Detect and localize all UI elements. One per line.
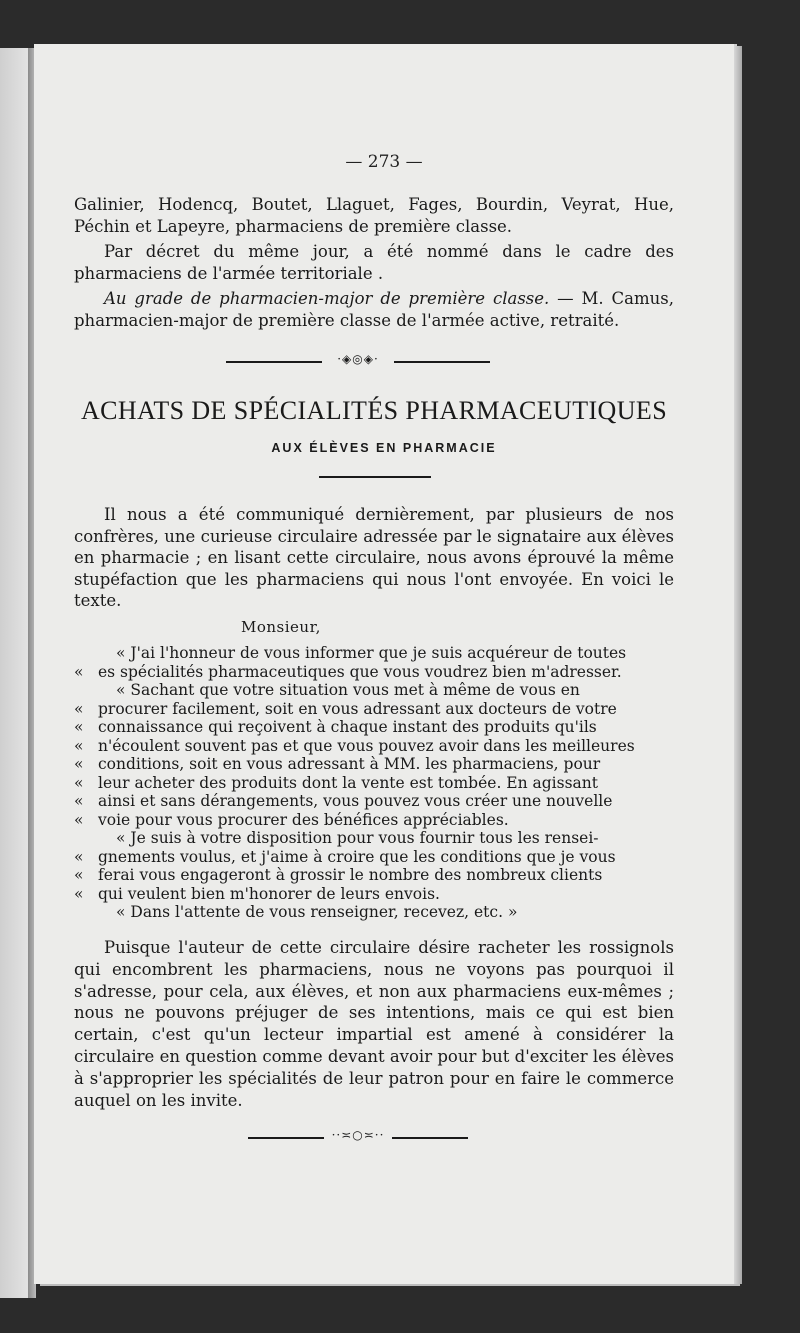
article-title: ACHATS DE SPÉCIALITÉS PHARMACEUTIQUES	[80, 396, 668, 425]
letter-line-text: conditions, soit en vous adressant à MM. les pharmaciens, pour	[98, 755, 601, 773]
letter-line	[74, 700, 674, 719]
letter-line	[74, 774, 674, 793]
article-conclusion	[74, 937, 674, 1111]
quote-mark: «	[74, 810, 84, 829]
quote-mark: «	[74, 866, 84, 884]
letter-line	[74, 903, 674, 922]
page-edge-right	[734, 46, 742, 1284]
quote-mark: «	[74, 792, 84, 810]
quote-mark: «	[74, 884, 84, 903]
quote-mark: «	[74, 755, 84, 773]
quote-mark: «	[74, 736, 84, 755]
letter-line-text: connaissance qui reçoivent à chaque instant des produits qu'ils	[98, 718, 597, 736]
quote-mark: «	[74, 718, 84, 736]
promotion-detail: — M. Camus, pharmacien-major de première classe de l'armée active, retraité.	[74, 289, 674, 330]
end-line-right	[392, 1137, 468, 1139]
article-subtitle: AUX ÉLÈVES EN PHARMACIE	[271, 441, 497, 455]
letter-line	[74, 792, 674, 811]
facing-page-edge	[0, 48, 30, 1298]
quote-mark: «	[74, 773, 84, 792]
quote-mark: «	[116, 829, 126, 847]
letter-line	[74, 811, 674, 830]
quote-mark: «	[74, 699, 84, 718]
continued-text	[74, 194, 674, 331]
quoted-letter	[74, 644, 674, 922]
quote-mark: «	[116, 681, 126, 699]
letter-line-text: gnements voulus, et j'aime à croire que les conditions que je vous	[98, 847, 616, 866]
quote-mark: «	[74, 847, 84, 866]
letter-line-text: procurer facilement, soit en vous adressant aux docteurs de votre	[98, 699, 617, 718]
letter-line	[74, 885, 674, 904]
letter-line-text: J'ai l'honneur de vous informer que je suis acquéreur de toutes	[130, 644, 627, 662]
letter-line-text: qui veulent bien m'honorer de leurs envois.	[98, 884, 440, 903]
letter-line-text: n'écoulent souvent pas et que vous pouvez avoir dans les meilleures	[98, 736, 635, 755]
letter-line	[74, 829, 674, 848]
page-number: — 273 —	[345, 152, 423, 172]
title-rule	[319, 476, 431, 478]
letter-salutation: Monsieur,	[241, 618, 321, 636]
paragraph-conclusion: Puisque l'auteur de cette circulaire désire racheter les rossignols qui encombrent les pharmaciens, nous ne voyons pas pourquoi il s'adresse, pour cela, aux élèves, et non aux pharmaciens eux-mêmes ; nous ne pouvons préjuger de ses intentions, mais ce qui est bien certain, c'est qu'un lecteur impartial est amené à considérer la circulaire en question comme devant avoir pour but d'exciter les élèves à s'approprier les spécialités de leur patron pour en faire le commerce auquel on les invite.	[74, 938, 674, 1110]
paragraph-decree: Par décret du même jour, a été nommé dans le cadre des pharmaciens de l'armée territoriale .	[74, 242, 674, 283]
letter-line-text: Sachant que votre situation vous met à même de vous en	[130, 681, 580, 699]
quote-mark: «	[116, 644, 126, 662]
letter-line	[74, 755, 674, 774]
paragraph-pharmacists-list: Galinier, Hodencq, Boutet, Llaguet, Fages, Bourdin, Veyrat, Hue, Péchin et Lapeyre, pharmaciens de première classe.	[74, 195, 674, 236]
letter-line	[74, 644, 674, 663]
letter-line-text: es spécialités pharmaceutiques que vous voudrez bien m'adresser.	[98, 662, 622, 681]
letter-line	[74, 681, 674, 700]
letter-line-text: ferai vous engageront à grossir le nombre des nombreux clients	[98, 866, 603, 884]
book-page	[34, 44, 734, 1284]
letter-line	[74, 848, 674, 867]
letter-line-text: Je suis à votre disposition pour vous fournir tous les rensei-	[130, 829, 599, 847]
letter-line-text: voie pour vous procurer des bénéfices appréciables.	[98, 810, 509, 829]
promotion-grade: Au grade de pharmacien-major de première classe.	[104, 289, 550, 308]
letter-line-text: ainsi et sans dérangements, vous pouvez vous créer une nouvelle	[98, 792, 613, 810]
end-ornament	[248, 1128, 468, 1144]
letter-line	[74, 866, 674, 885]
divider-ornament-icon: ·◈◎◈·	[337, 352, 379, 366]
paragraph-intro: Il nous a été communiqué dernièrement, par plusieurs de nos confrères, une curieuse circulaire adressée par le signataire aux élèves en pharmacie ; en lisant cette circulaire, nous avons éprouvé la même stupéfaction que les pharmaciens qui nous l'ont envoyée. En voici le texte.	[74, 505, 674, 610]
section-divider-ornament	[226, 352, 490, 368]
article-intro	[74, 504, 674, 612]
letter-line-text: Dans l'attente de vous renseigner, recevez, etc. »	[130, 903, 518, 921]
letter-line	[74, 737, 674, 756]
letter-line	[74, 663, 674, 682]
paragraph-promotion	[74, 288, 674, 331]
letter-line	[74, 718, 674, 737]
letter-line-text: leur acheter des produits dont la vente est tombée. En agissant	[98, 773, 599, 792]
end-ornament-icon: ··≍○≍··	[331, 1128, 385, 1142]
quote-mark: «	[116, 903, 126, 921]
divider-line-right	[394, 361, 490, 363]
quote-mark: «	[74, 662, 84, 681]
